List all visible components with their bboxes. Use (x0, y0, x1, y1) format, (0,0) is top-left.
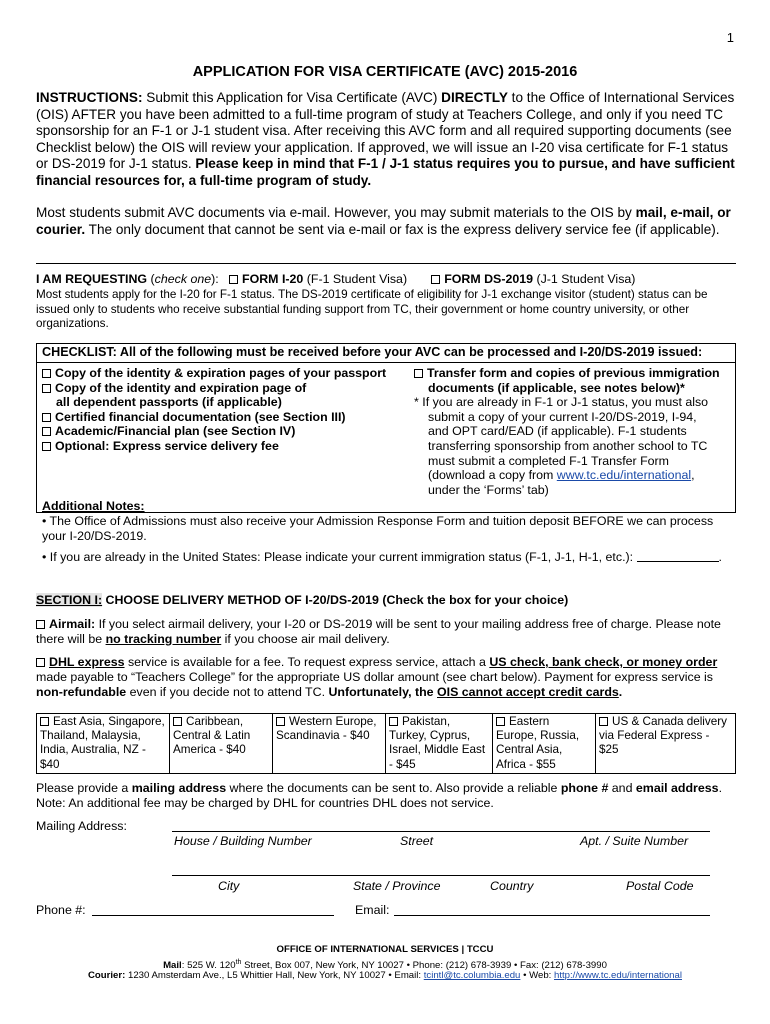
checklist-item (42, 410, 412, 425)
transfer-note-line: must submit a completed F-1 Transfer Form (428, 453, 669, 468)
mailing-and: and (608, 781, 636, 795)
footer-mail-text: : 525 W. 120 (181, 960, 236, 972)
checklist-checkbox[interactable] (42, 384, 51, 393)
instructions-text-2: to the Office of International Services (OIS) AFTER you have been admitted to a full-time program of study at Teachers College, and only if you need TC sponsorship for an F-1 or J-1 student visa. After receiving this AVC form and all required supporting documents (see Checklist below) the OIS will review your application. If approved, we will issue an I-20 visa certificate for F-1 status or DS-2019 for J-1 status. (36, 90, 735, 171)
checklist-item-text: all dependent passports (if applicable) (56, 395, 282, 410)
form-ds2019-visa: (J-1 Student Visa) (533, 272, 636, 286)
submission-methods: mail, e-mail, or courier. (36, 205, 731, 237)
requesting-row (36, 272, 736, 287)
checklist-item (42, 366, 412, 381)
checklist-left (42, 366, 412, 454)
airmail-text-2: if you choose air mail delivery. (221, 632, 390, 646)
requesting-note: Most students apply for the I-20 for F-1 status. The DS-2019 certificate of eligibility for J-1 exchange visitor (student) status can be issued only to students who receive substantial funding support from TC, their government or home country university, or other organizations. (36, 288, 708, 330)
checklist-item-text: documents (if applicable, see notes below)* (428, 380, 685, 395)
zone-cell (386, 714, 493, 774)
checklist-checkbox[interactable] (42, 413, 51, 422)
form-i20-checkbox[interactable] (229, 275, 238, 284)
zone-checkbox[interactable] (389, 717, 398, 726)
status-note (42, 550, 732, 565)
checklist-item-text: Copy of the identity & expiration pages of your passport (55, 366, 387, 380)
zone-checkbox[interactable] (496, 717, 505, 726)
zone-text: Caribbean, Central & Latin America - $40 (173, 715, 251, 757)
footer-mail-text-2: Street, Box 007, New York, NY 10027 • Phone: (212) 678-3939 • Fax: (212) 678-3990 (241, 960, 607, 972)
checklist-header: CHECKLIST: All of the following must be received before your AVC can be processed and I-20/DS-2019 issued: (42, 345, 703, 359)
checklist-right (414, 366, 734, 497)
requesting-paren-close: ): (211, 272, 219, 286)
zone-text: Pakistan, Turkey, Cyprus, Israel, Middle East - $45 (389, 715, 486, 771)
city-label: City (218, 879, 240, 893)
checklist-item-text: Academic/Financial plan (see Section IV) (55, 424, 296, 439)
immigration-status-field[interactable] (637, 550, 719, 562)
checklist-item (42, 381, 412, 396)
zone-checkbox[interactable] (40, 717, 49, 726)
dhl-option (36, 655, 736, 700)
dhl-text-2: made payable to “Teachers College” for the appropriate US dollar amount (see chart below). Payment for express service is (36, 670, 713, 684)
phone-label: Phone #: (36, 903, 86, 917)
transfer-note-line: submit a copy of your current I-20/DS-2019, I-94, (428, 409, 697, 424)
section1-label: SECTION I: (36, 593, 103, 607)
checklist-checkbox[interactable] (42, 442, 51, 451)
mailing-text: Please provide a (36, 781, 132, 795)
divider (36, 263, 736, 264)
airmail-option (36, 617, 736, 647)
airmail-checkbox[interactable] (36, 620, 45, 629)
zone-cell (170, 714, 273, 774)
email-emph: email address (635, 781, 719, 795)
download-text: (download a copy from (428, 468, 557, 483)
airmail-label: Airmail: (49, 617, 96, 631)
airmail-text: If you select airmail delivery, your I-20 or DS-2019 will be sent to your mailing address free of charge. Please note there will be (36, 617, 721, 646)
checklist-item-text: Transfer form and copies of previous immigration (427, 366, 720, 380)
checklist-item-text: Certified financial documentation (see Section III) (55, 409, 346, 424)
dhl-fee-note: Note: An additional fee may be charged by DHL for countries DHL does not service. (36, 796, 494, 810)
footer-email-link[interactable]: tcintl@tc.columbia.edu (423, 970, 521, 981)
dhl-checkbox[interactable] (36, 658, 45, 667)
dhl-label: DHL express (49, 655, 125, 669)
dhl-text: service is available for a fee. To request express service, attach a (124, 655, 490, 669)
footer-courier-label: Courier: (88, 970, 126, 981)
download-line (414, 468, 734, 483)
country-label: Country (490, 879, 534, 893)
transfer-note-line: * If you are already in F-1 or J-1 status, you must also (414, 395, 709, 410)
zone-text: Eastern Europe, Russia, Central Asia, Africa - $55 (496, 715, 580, 771)
zone-text: East Asia, Singapore, Thailand, Malaysia, India, Australia, NZ - $40 (40, 715, 165, 771)
dhl-fee-table (36, 713, 736, 774)
checklist-checkbox[interactable] (42, 369, 51, 378)
dhl-credit-note: Unfortunately, the (328, 685, 437, 699)
zone-text: US & Canada delivery via Federal Express - $25 (599, 715, 727, 757)
submission-paragraph (36, 205, 736, 238)
form-i20-label: FORM I-20 (242, 272, 304, 286)
submission-text-2: The only document that cannot be sent via e-mail or fax is the express delivery service fee (if applicable). (85, 221, 720, 237)
checklist-item (42, 424, 412, 439)
transfer-note-line: transferring sponsorship from another school to TC (428, 438, 708, 453)
no-credit-cards: OIS cannot accept credit cards (437, 685, 619, 699)
dhl-payment-types: US check, bank check, or money order (489, 655, 718, 669)
address-line-2-field[interactable] (172, 875, 710, 876)
additional-notes (42, 499, 732, 565)
no-tracking-note: no tracking number (105, 632, 222, 646)
mailing-text-2: where the documents can be sent to. Also provide a reliable (226, 781, 561, 795)
footer-web-label: • Web: (520, 970, 554, 981)
checklist-item (414, 366, 734, 381)
forms-tab-note: under the ‘Forms’ tab) (428, 482, 549, 497)
phone-field[interactable] (92, 915, 334, 916)
instructions-text: Submit this Application for Visa Certificate (AVC) (142, 90, 442, 105)
dhl-period: . (618, 685, 623, 699)
footer-office: OFFICE OF INTERNATIONAL SERVICES | TCCU (276, 944, 494, 955)
email-label: Email: (355, 903, 390, 917)
form-ds2019-checkbox[interactable] (431, 275, 440, 284)
table-row (37, 714, 736, 774)
zone-checkbox[interactable] (276, 717, 285, 726)
mailing-address-label: Mailing Address: (36, 819, 127, 833)
mailing-instructions (36, 781, 736, 811)
ois-website-link[interactable]: www.tc.edu/international (556, 468, 692, 483)
status-note-period: . (718, 550, 722, 564)
zone-cell (596, 714, 736, 774)
dhl-text-3: even if you decide not to attend TC. (126, 685, 329, 699)
mailing-period: . (718, 781, 723, 795)
instructions-paragraph (36, 90, 736, 189)
instructions-label: INSTRUCTIONS: (36, 90, 143, 105)
requesting-label: I AM REQUESTING (36, 272, 148, 286)
apt-label: Apt. / Suite Number (580, 834, 689, 848)
section1-title: CHOOSE DELIVERY METHOD OF I-20/DS-2019 (Check the box for your choice) (102, 593, 569, 607)
zone-cell (493, 714, 596, 774)
street-label: Street (400, 834, 434, 848)
instructions-directly: DIRECTLY (441, 90, 508, 105)
footer-mail-label: Mail (163, 960, 182, 972)
mailing-address-emph: mailing address (131, 781, 227, 795)
house-number-label: House / Building Number (174, 834, 312, 848)
checklist-item-text: Optional: Express service delivery fee (55, 438, 279, 453)
footer-mail-sup: th (235, 959, 242, 966)
requesting-hint: check one (154, 272, 212, 286)
status-note-text: • If you are already in the United States: Please indicate your current immigration status (F-1, J-1, H-1, etc.): (42, 550, 637, 564)
additional-note: • The Office of Admissions must also receive your Admission Response Form and tuition deposit BEFORE we can process your I-20/DS-2019. (42, 514, 714, 543)
zone-text: Western Europe, Scandinavia - $40 (276, 715, 377, 743)
checklist-item-text: Copy of the identity and expiration page of (55, 380, 307, 395)
non-refundable-note: non-refundable (36, 685, 127, 699)
postal-code-label: Postal Code (626, 879, 694, 893)
download-comma: , (691, 468, 695, 483)
instructions-warning: Please keep in mind that F-1 / J-1 status requires you to pursue, and have sufficient financial resources for, a full-time program of study. (36, 156, 735, 188)
phone-emph: phone # (560, 781, 609, 795)
zone-cell (37, 714, 170, 774)
requesting-paren: ( (147, 272, 155, 286)
form-ds2019-label: FORM DS-2019 (444, 272, 534, 286)
zone-checkbox[interactable] (599, 717, 608, 726)
zone-cell (273, 714, 386, 774)
additional-notes-title: Additional Notes: (42, 499, 145, 513)
transfer-note-line: and OPT card/EAD (if applicable). F-1 students (428, 424, 687, 439)
checklist-rule (36, 362, 736, 363)
submission-text: Most students submit AVC documents via e-mail. However, you may submit materials to the OIS by (36, 205, 636, 220)
checklist-item (42, 439, 412, 454)
address-line-1-field[interactable] (172, 831, 710, 832)
section1-heading (36, 593, 736, 608)
footer-web-link[interactable]: http://www.tc.edu/international (553, 970, 682, 981)
form-i20-visa: (F-1 Student Visa) (303, 272, 408, 286)
zone-checkbox[interactable] (173, 717, 182, 726)
checklist-checkbox[interactable] (414, 369, 423, 378)
email-field[interactable] (394, 915, 710, 916)
state-label: State / Province (353, 879, 441, 893)
footer-courier (0, 969, 770, 982)
form-title: APPLICATION FOR VISA CERTIFICATE (AVC) 2015-2016 (192, 64, 578, 80)
footer-courier-text: 1230 Amsterdam Ave., L5 Whittier Hall, New York, NY 10027 • Email: (125, 970, 424, 981)
page-number: 1 (726, 30, 734, 45)
checklist-checkbox[interactable] (42, 427, 51, 436)
